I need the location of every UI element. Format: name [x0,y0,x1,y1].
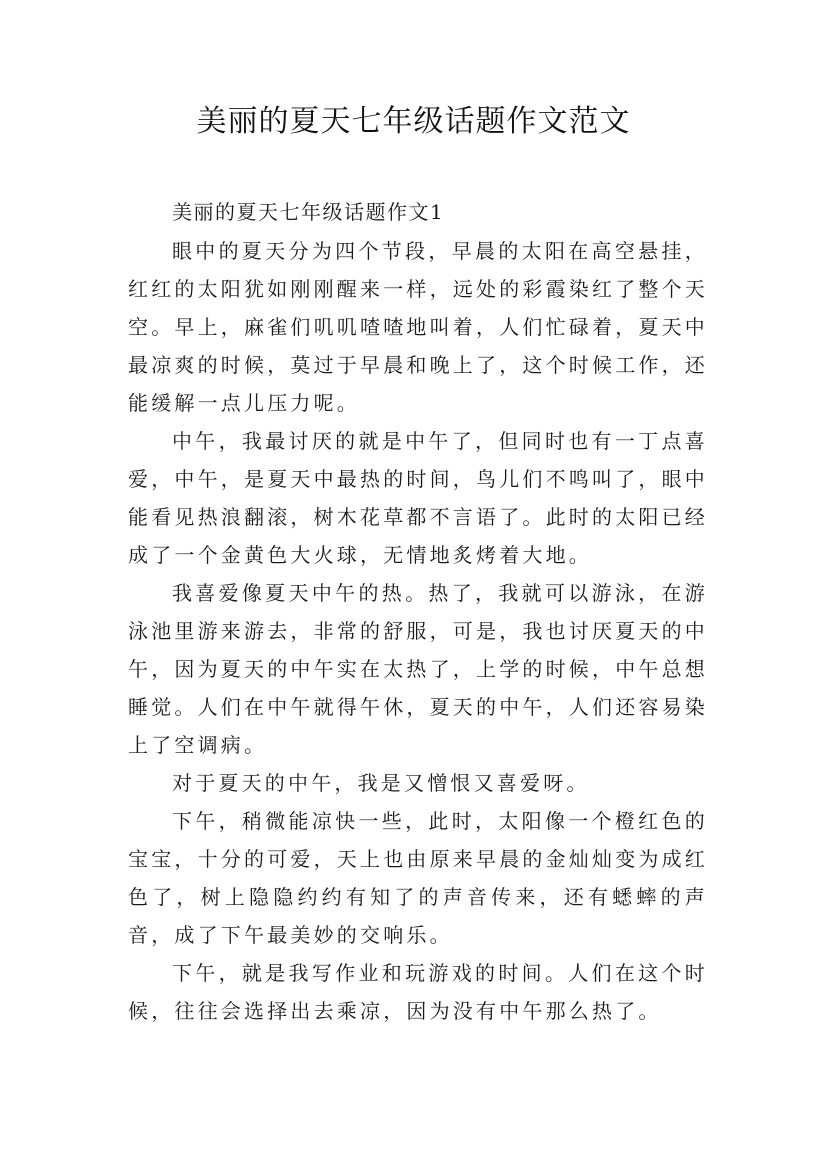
paragraph: 中午，我最讨厌的就是中午了，但同时也有一丁点喜爱，中午，是夏天中最热的时间，鸟儿们不鸣叫了，眼中能看见热浪翻滚，树木花草都不言语了。此时的太阳已经成了一个金黄色大火球，无情地炙烤着大地。 [128,429,708,567]
paragraph: 我喜爱像夏天中午的热。热了，我就可以游泳，在游泳池里游来游去，非常的舒服，可是，我也讨厌夏天的中午，因为夏天的中午实在太热了，上学的时候，中午总想睡觉。人们在中午就得午休，夏天的中午，人们还容易染上了空调病。 [128,581,708,757]
essay-subtitle: 美丽的夏天七年级话题作文1 [172,200,445,224]
document-body [128,192,708,1030]
paragraph: 下午，稍微能凉快一些，此时，太阳像一个橙红色的宝宝，十分的可爱，天上也由原来早晨的金灿灿变为成红色了，树上隐隐约约有知了的声音传来，还有蟋蟀的声音，成了下午最美妙的交响乐。 [128,809,708,947]
paragraph: 对于夏天的中午，我是又憎恨又喜爱呀。 [172,771,590,795]
document-title: 美丽的夏天七年级话题作文范文 [196,104,631,139]
paragraph: 下午，就是我写作业和玩游戏的时间。人们在这个时候，往往会选择出去乘凉，因为没有中午那么热了。 [128,961,708,1023]
paragraph: 眼中的夏天分为四个节段，早晨的太阳在高空悬挂，红红的太阳犹如刚刚醒来一样，远处的彩霞染红了整个天空。早上，麻雀们叽叽喳喳地叫着，人们忙碌着，夏天中最凉爽的时候，莫过于早晨和晚上了，这个时候工作，还能缓解一点儿压力呢。 [128,239,708,415]
